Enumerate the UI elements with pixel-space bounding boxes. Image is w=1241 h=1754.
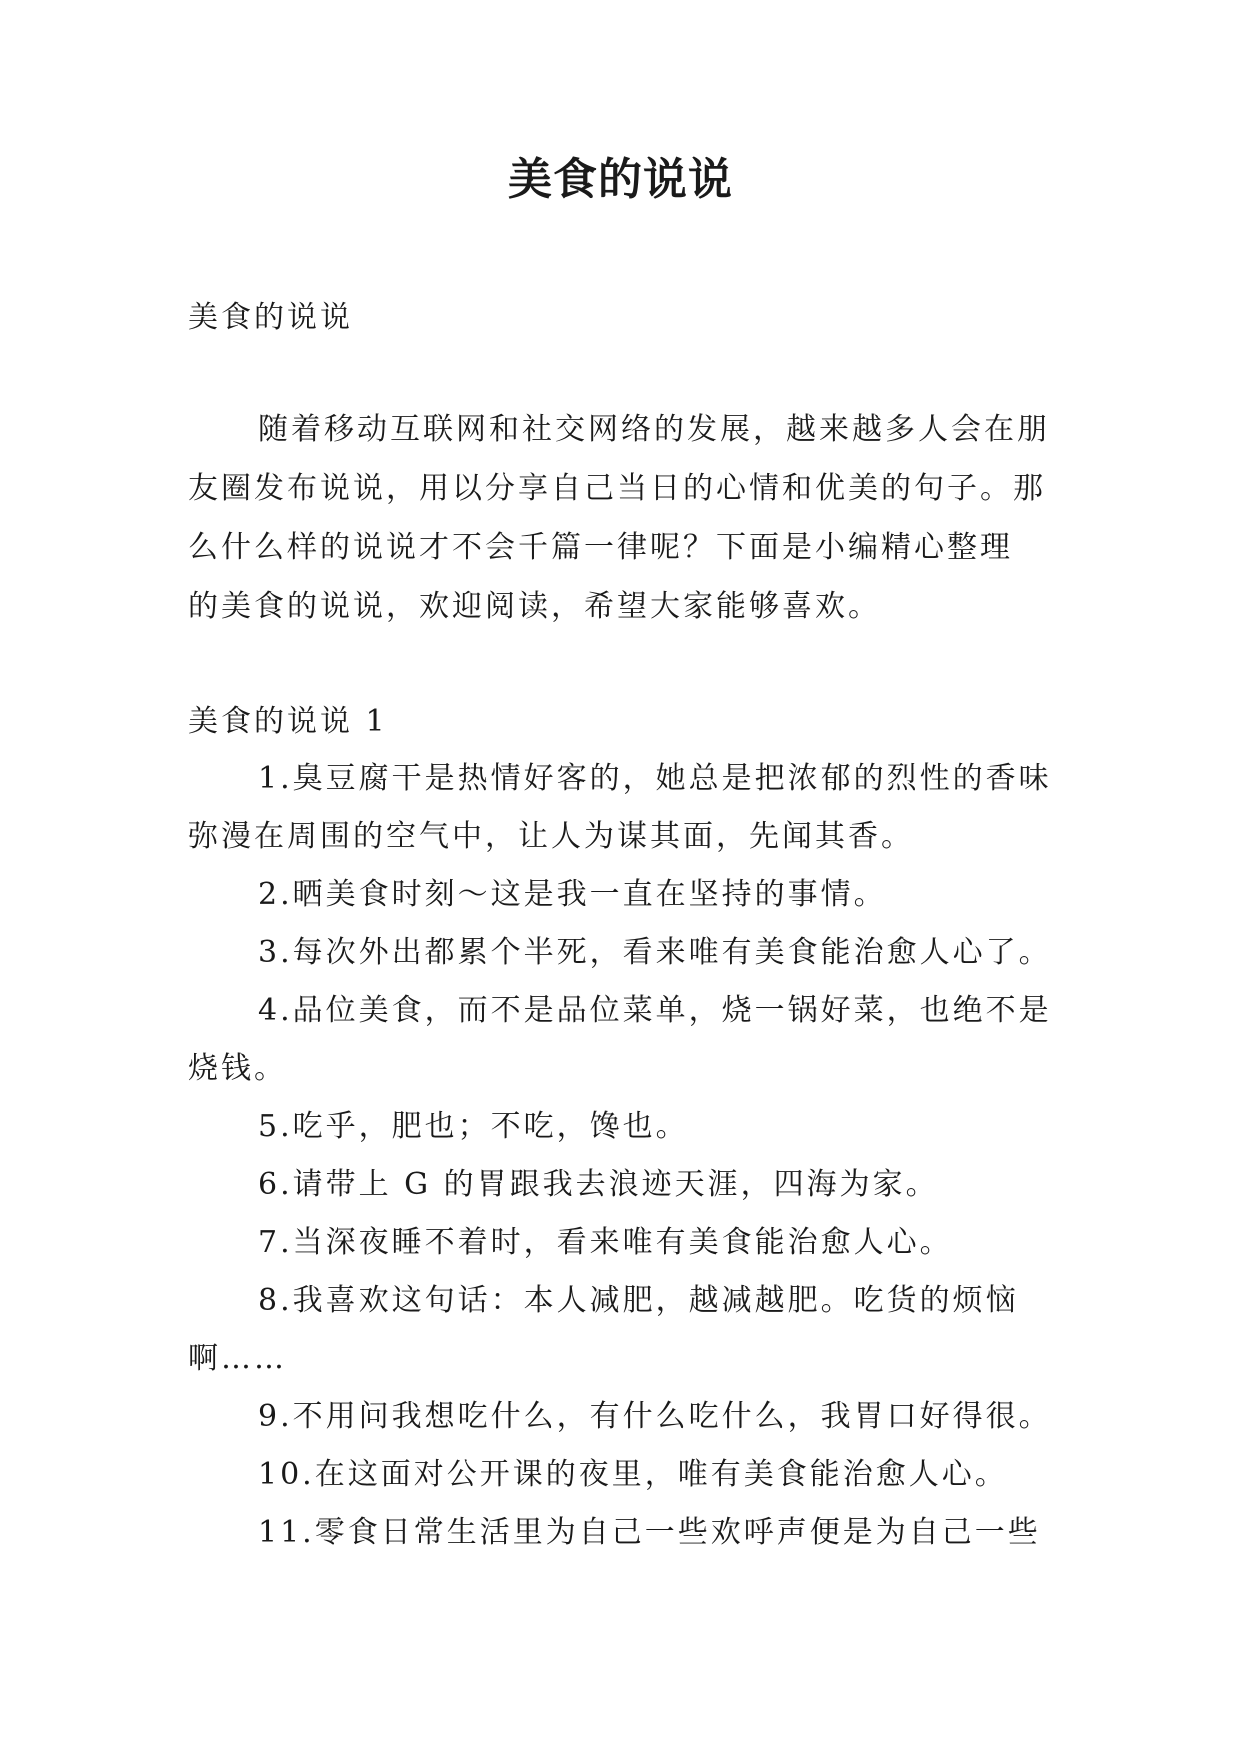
list-item: 6.请带上 G 的胃跟我去浪迹天涯，四海为家。 xyxy=(258,1167,939,1202)
list-item: 弥漫在周围的空气中，让人为谋其面，先闻其香。 xyxy=(188,819,914,854)
intro-line: 随着移动互联网和社交网络的发展，越来越多人会在朋 xyxy=(258,412,1050,447)
intro-line: 的美食的说说，欢迎阅读，希望大家能够喜欢。 xyxy=(188,589,881,624)
list-item: 1.臭豆腐干是热情好客的，她总是把浓郁的烈性的香味 xyxy=(258,761,1052,796)
list-item: 啊…… xyxy=(188,1341,287,1376)
list-item: 11.零食日常生活里为自己一些欢呼声便是为自己一些 xyxy=(258,1515,1041,1550)
page-title: 美食的说说 xyxy=(508,154,733,205)
list-item: 4.品位美食，而不是品位菜单，烧一锅好菜，也绝不是 xyxy=(258,993,1052,1028)
list-item: 7.当深夜睡不着时，看来唯有美食能治愈人心。 xyxy=(258,1225,953,1260)
list-item: 3.每次外出都累个半死，看来唯有美食能治愈人心了。 xyxy=(258,935,1052,970)
list-item: 2.晒美食时刻～这是我一直在坚持的事情。 xyxy=(258,877,887,912)
list-item: 8.我喜欢这句话：本人减肥，越减越肥。吃货的烦恼 xyxy=(258,1283,1019,1318)
intro-line: 友圈发布说说，用以分享自己当日的心情和优美的句子。那 xyxy=(188,471,1046,506)
list-item: 9.不用问我想吃什么，有什么吃什么，我胃口好得很。 xyxy=(258,1399,1052,1434)
list-item: 5.吃乎，肥也；不吃，馋也。 xyxy=(258,1109,689,1144)
list-item: 烧钱。 xyxy=(188,1051,287,1086)
list-item: 10.在这面对公开课的夜里，唯有美食能治愈人心。 xyxy=(258,1457,1008,1492)
section-heading: 美食的说说 1 xyxy=(188,704,388,739)
intro-line: 么什么样的说说才不会千篇一律呢？下面是小编精心整理 xyxy=(188,530,1013,565)
subtitle: 美食的说说 xyxy=(188,300,353,335)
